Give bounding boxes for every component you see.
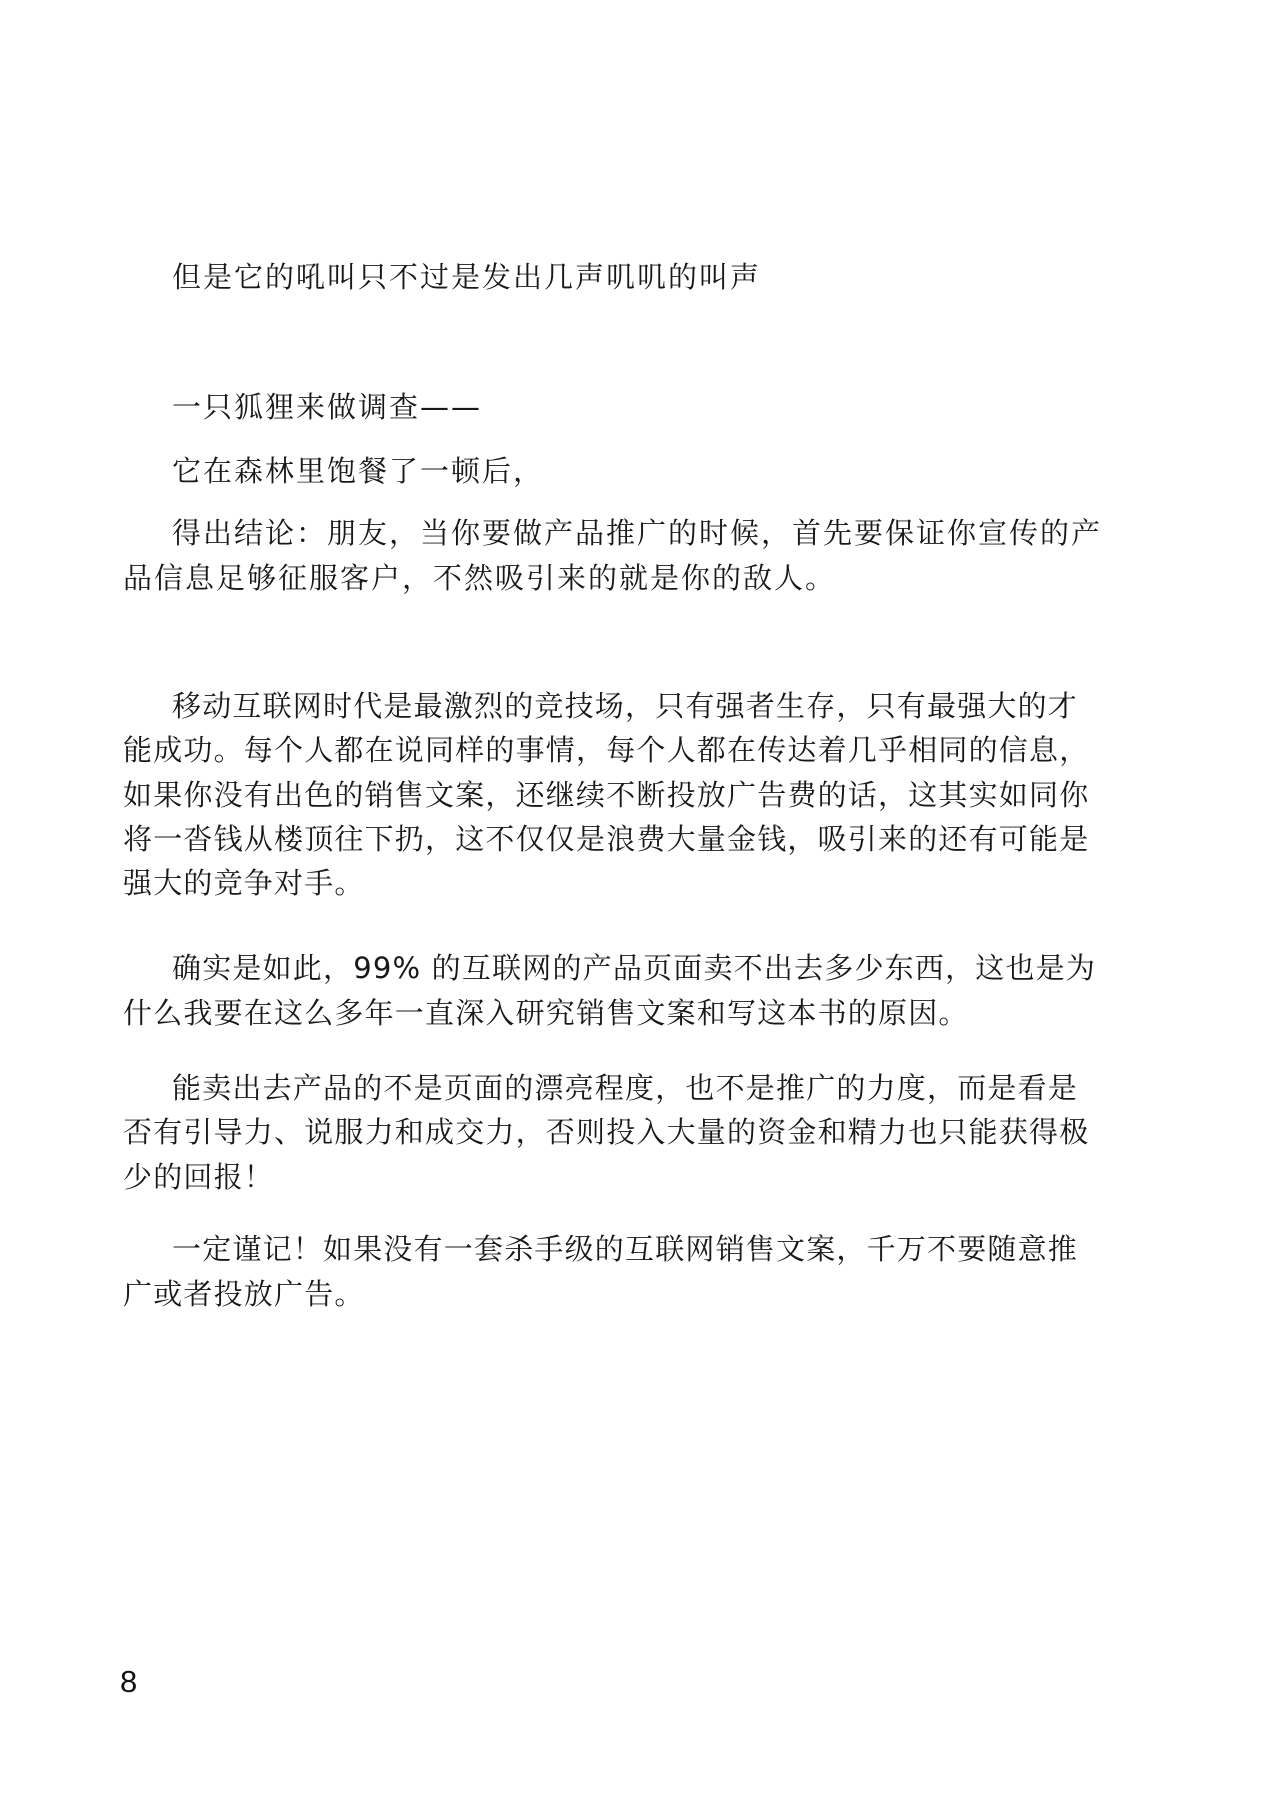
paragraph-line: 广或者投放广告。: [123, 1277, 365, 1311]
paragraph-line: 将一沓钱从楼顶往下扔，这不仅仅是浪费大量金钱，吸引来的还有可能是: [123, 822, 1090, 856]
poem-line: 品信息足够征服客户，不然吸引来的就是你的敌人。: [123, 561, 837, 595]
paragraph-line: 能成功。每个人都在说同样的事情，每个人都在传达着几乎相同的信息，: [123, 733, 1090, 767]
paragraph-line: 什么我要在这么多年一直深入研究销售文案和写这本书的原因。: [123, 996, 969, 1030]
poem-line: 它在森林里饱餐了一顿后，: [172, 454, 545, 488]
paragraph-line: 移动互联网时代是最激烈的竞技场，只有强者生存，只有最强大的才: [172, 689, 1079, 723]
paragraph-line: 确实是如此，99% 的互联网的产品页面卖不出去多少东西，这也是为: [172, 951, 1097, 985]
paragraph-line: 少的回报！: [123, 1160, 275, 1194]
paragraph-line: 一定谨记！如果没有一套杀手级的互联网销售文案，千万不要随意推: [172, 1232, 1079, 1266]
paragraph-line: 能卖出去产品的不是页面的漂亮程度，也不是推广的力度，而是看是: [172, 1071, 1079, 1105]
poem-line: 得出结论：朋友，当你要做产品推广的时候，首先要保证你宣传的产: [172, 516, 1103, 550]
paragraph-line: 如果你没有出色的销售文案，还继续不断投放广告费的话，这其实如同你: [123, 778, 1090, 812]
page-number: 8: [120, 1664, 138, 1699]
poem-line: 一只狐狸来做调查——: [172, 390, 483, 424]
poem-line: 但是它的吼叫只不过是发出几声叽叽的叫声: [172, 260, 762, 294]
paragraph-line: 否有引导力、说服力和成交力，否则投入大量的资金和精力也只能获得极: [123, 1115, 1090, 1149]
paragraph-line: 强大的竞争对手。: [123, 866, 365, 900]
